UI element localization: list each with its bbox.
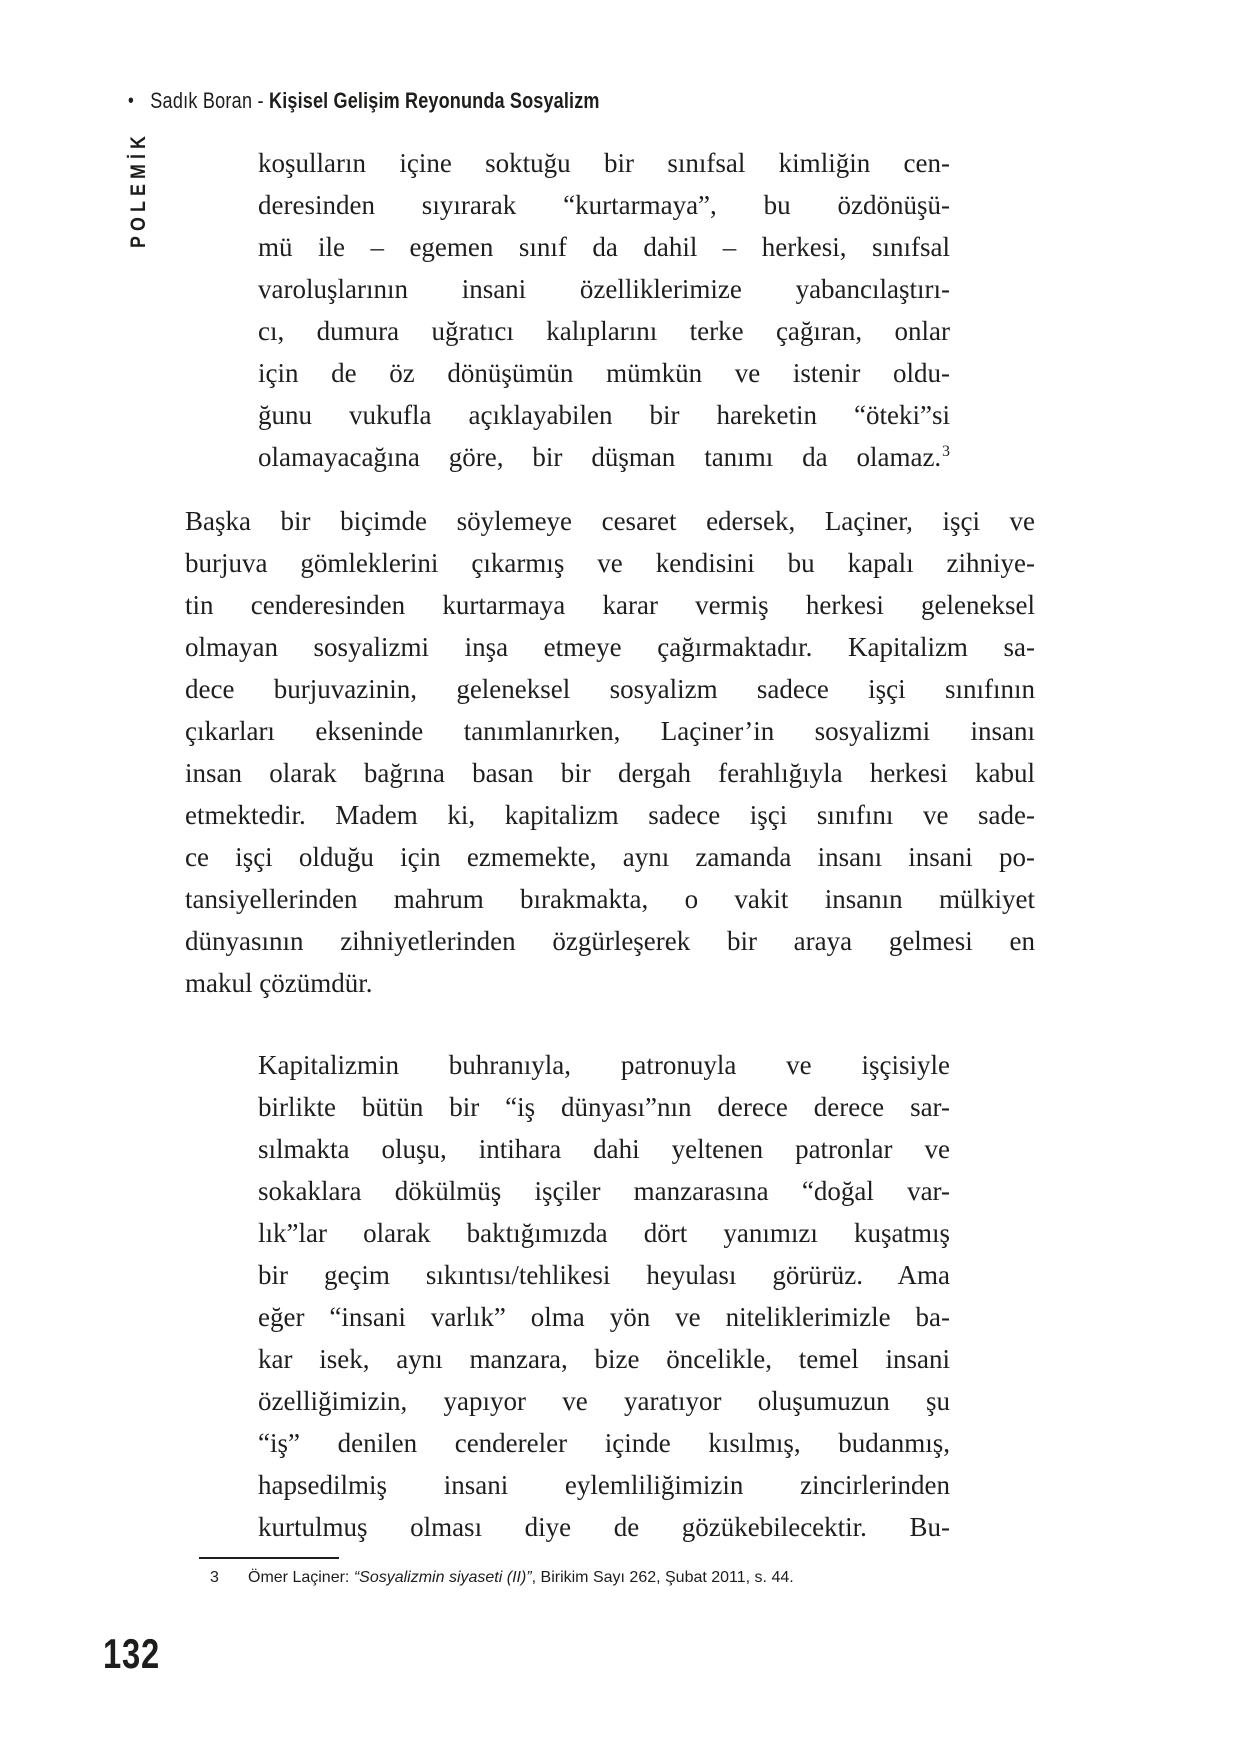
text-line: çıkarları ekseninde tanımlanırken, Laçiner’in sosyalizmi insanı	[185, 716, 1035, 746]
text-line: koşulların içine soktuğu bir sınıfsal kimliğin cen-	[258, 148, 950, 178]
page-number: 132	[103, 1630, 161, 1677]
footnote-text	[248, 1568, 794, 1588]
text-line: burjuva gömleklerini çıkarmış ve kendisini bu kapalı zihniye-	[185, 548, 1035, 578]
footnote-cited-title: “Sosyalizmin siyaseti (II)”	[353, 1569, 532, 1586]
text-line: “iş” denilen cendereler içinde kısılmış, budanmış,	[258, 1428, 950, 1458]
section-label-polemik: POLEMİK	[127, 130, 150, 248]
text-line: cı, dumura uğratıcı kalıplarını terke çağıran, onlar	[258, 316, 950, 346]
text-line: için de öz dönüşümün mümkün ve istenir oldu-	[258, 358, 950, 388]
text-line: dünyasının zihniyetlerinden özgürleşerek bir araya gelmesi en	[185, 926, 1035, 956]
text-line: lık”lar olarak baktığımızda dört yanımızı kuşatmış	[258, 1218, 950, 1248]
block-quote-1	[258, 142, 950, 478]
header-author: Sadık Boran -	[150, 88, 270, 113]
text-line: deresinden sıyırarak “kurtarmaya”, bu özdönüşü-	[258, 190, 950, 220]
footnote-marker: 3	[210, 1569, 219, 1586]
text-line: ğunu vukufla açıklayabilen bir hareketin “öteki”si	[258, 400, 950, 430]
text-line: bir geçim sıkıntısı/tehlikesi heyulası görürüz. Ama	[258, 1260, 950, 1290]
footnote-author: Ömer Laçiner:	[248, 1569, 354, 1586]
block-quote-2	[258, 1044, 950, 1548]
text-line: kar isek, aynı manzara, bize öncelikle, temel insani	[258, 1344, 950, 1374]
header-bullet-icon: •	[128, 90, 134, 112]
text-line: tansiyellerinden mahrum bırakmakta, o vakit insanın mülkiyet	[185, 884, 1035, 914]
text-line: özelliğimizin, yapıyor ve yaratıyor oluşumuzun şu	[258, 1386, 950, 1416]
text-line: ce işçi olduğu için ezmemekte, aynı zamanda insanı insani po-	[185, 842, 1035, 872]
header-book-title: Kişisel Gelişim Reyonunda Sosyalizm	[269, 88, 600, 113]
footnote-publication: , Birikim Sayı 262, Şubat 2011, s. 44.	[531, 1569, 794, 1586]
text-line: makul çözümdür.	[185, 968, 373, 998]
text-line-with-footnote-ref	[258, 436, 950, 478]
text-line: tin cenderesinden kurtarmaya karar vermiş herkesi geleneksel	[185, 590, 1035, 620]
running-header	[128, 88, 703, 114]
text-line: dece burjuvazinin, geleneksel sosyalizm sadece işçi sınıfının	[185, 674, 1035, 704]
main-paragraph	[185, 500, 1035, 1004]
text-line: kurtulmuş olması diye de gözükebilecektir. Bu-	[258, 1512, 950, 1542]
text-line: sılmakta oluşu, intihara dahi yeltenen patronlar ve	[258, 1134, 950, 1164]
text-line: etmektedir. Madem ki, kapitalizm sadece işçi sınıfını ve sade-	[185, 800, 1035, 830]
text-line: insan olarak bağrına basan bir dergah ferahlığıyla herkesi kabul	[185, 758, 1035, 788]
text-line: eğer “insani varlık” olma yön ve niteliklerimizle ba-	[258, 1302, 950, 1332]
text-line: mü ile – egemen sınıf da dahil – herkesi, sınıfsal	[258, 232, 950, 262]
text-line: sokaklara dökülmüş işçiler manzarasına “doğal var-	[258, 1176, 950, 1206]
footnote-separator-rule	[199, 1557, 339, 1559]
footnote	[210, 1568, 970, 1588]
footnote-reference: 3	[942, 443, 950, 460]
text-line: Kapitalizmin buhranıyla, patronuyla ve işçisiyle	[258, 1050, 950, 1080]
text-line: olamayacağına göre, bir düşman tanımı da olamaz.	[258, 442, 942, 472]
text-line: hapsedilmiş insani eylemliliğimizin zincirlerinden	[258, 1470, 950, 1500]
text-line: birlikte bütün bir “iş dünyası”nın derece derece sar-	[258, 1092, 950, 1122]
text-line: olmayan sosyalizmi inşa etmeye çağırmaktadır. Kapitalizm sa-	[185, 632, 1035, 662]
text-line: Başka bir biçimde söylemeye cesaret edersek, Laçiner, işçi ve	[185, 506, 1035, 536]
text-line: varoluşlarının insani özelliklerimize yabancılaştırı-	[258, 274, 950, 304]
